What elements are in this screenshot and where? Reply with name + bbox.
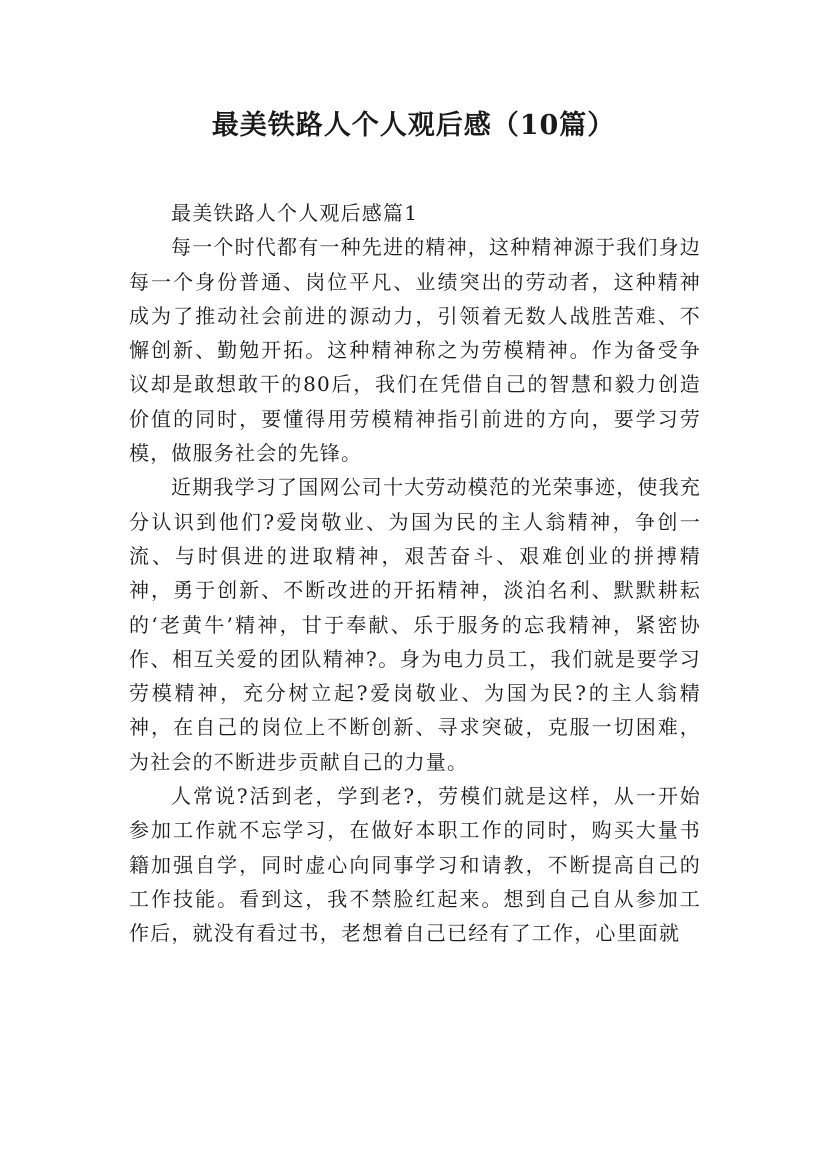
- document-body: [129, 196, 701, 951]
- paragraph-1: 每一个时代都有一种先进的精神，这种精神源于我们身边每一个身份普通、岗位平凡、业绩突出的劳动者，这种精神成为了推动社会前进的源动力，引领着无数人战胜苦难、不懈创新、勤勉开拓。这种精神称之为劳模精神。作为备受争议却是敢想敢干的80后，我们在凭借自己的智慧和毅力创造价值的同时，要懂得用劳模精神指引前进的方向，要学习劳模，做服务社会的先锋。: [129, 235, 701, 466]
- section-heading: 最美铁路人个人观后感篇1: [171, 201, 419, 225]
- document-title: 最美铁路人个人观后感（10篇）: [211, 110, 616, 141]
- paragraph-2: 近期我学习了国网公司十大劳动模范的光荣事迹，使我充分认识到他们?爱岗敬业、为国为民的主人翁精神，争创一流、与时俱进的进取精神，艰苦奋斗、艰难创业的拼搏精神，勇于创新、不断改进的开拓精神，淡泊名利、默默耕耘的‘老黄牛’精神，甘于奉献、乐于服务的忘我精神，紧密协作、相互关爱的团队精神?。身为电力员工，我们就是要学习劳模精神，充分树立起?爱岗敬业、为国为民?的主人翁精神，在自己的岗位上不断创新、寻求突破，克服一切困难，为社会的不断进步贡献自己的力量。: [129, 475, 701, 774]
- paragraph-3: 人常说?活到老，学到老?，劳模们就是这样，从一开始参加工作就不忘学习，在做好本职工作的同时，购买大量书籍加强自学，同时虚心向同事学习和请教，不断提高自己的工作技能。看到这，我不禁脸红起来。想到自己自从参加工作后，就没有看过书，老想着自己已经有了工作，心里面就: [129, 784, 701, 946]
